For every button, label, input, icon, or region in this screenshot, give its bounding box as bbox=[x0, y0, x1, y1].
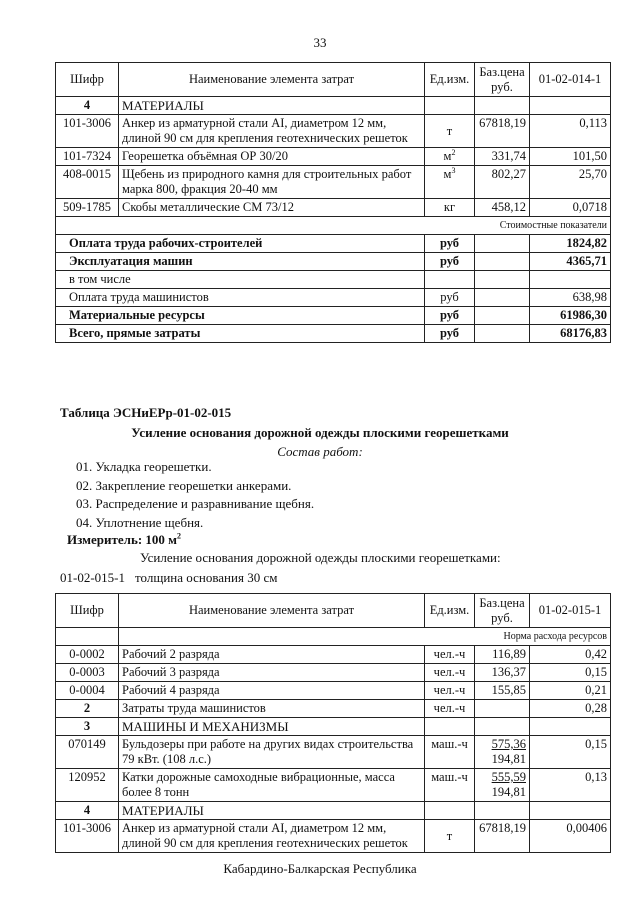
table-row bbox=[56, 664, 611, 682]
summary-value: 68176,83 bbox=[530, 325, 611, 343]
row-code: 070149 bbox=[56, 736, 119, 769]
row-name: Анкер из арматурной стали AI, диаметром 12 мм, длиной 90 см для крепления геотехнических решеток bbox=[119, 820, 425, 853]
measurement-unit bbox=[67, 532, 181, 548]
row-value: 0,28 bbox=[530, 700, 611, 718]
section-number: 3 bbox=[56, 718, 119, 736]
header-code: Шифр bbox=[56, 63, 119, 97]
section-row-materials bbox=[56, 802, 611, 820]
table-row bbox=[56, 682, 611, 700]
row-price-top: 575,36 bbox=[491, 737, 526, 751]
page-footer: Кабардино-Балкарская Республика bbox=[223, 861, 417, 876]
row-name: Анкер из арматурной стали AI, диаметром 12 мм, длиной 90 см для крепления геотехнических решеток bbox=[119, 115, 425, 148]
row-price: 136,37 bbox=[475, 664, 530, 682]
section-number: 4 bbox=[56, 97, 119, 115]
row-price: 116,89 bbox=[475, 646, 530, 664]
row-price-bottom: 194,81 bbox=[491, 785, 526, 799]
summary-name: Материальные ресурсы bbox=[56, 307, 425, 325]
norm-label-row bbox=[56, 628, 611, 646]
work-intro: Усиление основания дорожной одежды плоскими георешетками: bbox=[140, 550, 501, 565]
table-row bbox=[56, 199, 611, 217]
cost-indicators-label: Стоимостные показатели bbox=[56, 217, 611, 235]
row-code: 120952 bbox=[56, 769, 119, 802]
row-code: 0-0004 bbox=[56, 682, 119, 700]
table-row bbox=[56, 646, 611, 664]
row-name: Рабочий 2 разряда bbox=[119, 646, 425, 664]
summary-row bbox=[56, 289, 611, 307]
unit-superscript: 3 bbox=[451, 165, 456, 175]
header-code: Шифр bbox=[56, 594, 119, 628]
table-row bbox=[56, 736, 611, 769]
cost-indicators-row bbox=[56, 217, 611, 235]
row-value: 0,13 bbox=[530, 769, 611, 802]
summary-row bbox=[56, 235, 611, 253]
list-item: 02. Закрепление георешетки анкерами. bbox=[76, 477, 292, 493]
summary-row bbox=[56, 253, 611, 271]
work-code-line bbox=[60, 570, 287, 586]
header-unit: Ед.изм. bbox=[425, 594, 475, 628]
row-code: 509-1785 bbox=[56, 199, 119, 217]
summary-value: 1824,82 bbox=[530, 235, 611, 253]
row-price: 331,74 bbox=[475, 148, 530, 166]
row-name: Щебень из природного камня для строительных работ марка 800, фракция 20-40 мм bbox=[119, 166, 425, 199]
row-value: 0,42 bbox=[530, 646, 611, 664]
table-row bbox=[56, 115, 611, 148]
table-row bbox=[56, 148, 611, 166]
row-unit: м bbox=[443, 167, 452, 181]
row-value: 0,0718 bbox=[530, 199, 611, 217]
header-base-price: Баз.цена руб. bbox=[475, 594, 530, 628]
work-code: 01-02-015-1 bbox=[60, 570, 125, 585]
row-unit: т bbox=[425, 820, 475, 853]
row-unit: чел.-ч bbox=[425, 700, 475, 718]
section-name: МАШИНЫ И МЕХАНИЗМЫ bbox=[119, 718, 425, 736]
summary-unit: руб bbox=[425, 289, 475, 307]
row-code: 101-7324 bbox=[56, 148, 119, 166]
summary-row bbox=[56, 307, 611, 325]
summary-name: в том числе bbox=[56, 271, 425, 289]
row-unit: т bbox=[425, 115, 475, 148]
section-number: 2 bbox=[56, 700, 119, 718]
summary-name: Оплата труда рабочих-строителей bbox=[56, 235, 425, 253]
row-unit: чел.-ч bbox=[425, 664, 475, 682]
header-name: Наименование элемента затрат bbox=[119, 594, 425, 628]
row-unit-cell bbox=[425, 148, 475, 166]
row-price: 458,12 bbox=[475, 199, 530, 217]
meter-label: Измеритель: 100 м bbox=[67, 532, 178, 547]
row-code: 0-0002 bbox=[56, 646, 119, 664]
row-unit: маш.-ч bbox=[425, 769, 475, 802]
row-value: 101,50 bbox=[530, 148, 611, 166]
row-price-cell bbox=[475, 736, 530, 769]
row-name: Катки дорожные самоходные вибрационные, масса более 8 тонн bbox=[119, 769, 425, 802]
row-price: 155,85 bbox=[475, 682, 530, 700]
row-unit: м bbox=[443, 149, 452, 163]
row-name: Скобы металлические СМ 73/12 bbox=[119, 199, 425, 217]
row-price: 67818,19 bbox=[475, 115, 530, 148]
header-code-col: 01-02-015-1 bbox=[530, 594, 611, 628]
row-value: 0,00406 bbox=[530, 820, 611, 853]
summary-name: Эксплуатация машин bbox=[56, 253, 425, 271]
table-title: Таблица ЭСНиЕРр-01-02-015 bbox=[60, 405, 232, 420]
summary-value: 4365,71 bbox=[530, 253, 611, 271]
summary-name: Оплата труда машинистов bbox=[56, 289, 425, 307]
header-base-price: Баз.цена руб. bbox=[475, 63, 530, 97]
row-code: 101-3006 bbox=[56, 115, 119, 148]
row-name: Бульдозеры при работе на других видах строительства 79 кВт. (108 л.с.) bbox=[119, 736, 425, 769]
row-price-cell bbox=[475, 769, 530, 802]
summary-name: Всего, прямые затраты bbox=[56, 325, 425, 343]
row-name: Рабочий 3 разряда bbox=[119, 664, 425, 682]
header-code-col: 01-02-014-1 bbox=[530, 63, 611, 97]
cost-table-01-02-014 bbox=[55, 62, 611, 343]
unit-superscript: 2 bbox=[451, 147, 456, 157]
table-row bbox=[56, 166, 611, 199]
work-code-text: толщина основания 30 см bbox=[135, 570, 278, 585]
section-number: 4 bbox=[56, 802, 119, 820]
table-header-row bbox=[56, 63, 611, 97]
summary-row bbox=[56, 325, 611, 343]
row-price: 802,27 bbox=[475, 166, 530, 199]
section-name: МАТЕРИАЛЫ bbox=[119, 802, 425, 820]
list-item: 04. Уплотнение щебня. bbox=[76, 514, 204, 530]
row-value: 0,21 bbox=[530, 682, 611, 700]
row-code: 408-0015 bbox=[56, 166, 119, 199]
row-code: 0-0003 bbox=[56, 664, 119, 682]
row-price: 67818,19 bbox=[475, 820, 530, 853]
summary-value: 638,98 bbox=[530, 289, 611, 307]
summary-unit: руб bbox=[425, 325, 475, 343]
table-row bbox=[56, 820, 611, 853]
operators-row bbox=[56, 700, 611, 718]
meter-superscript: 2 bbox=[177, 531, 182, 541]
header-unit: Ед.изм. bbox=[425, 63, 475, 97]
section-row-machines bbox=[56, 718, 611, 736]
row-unit: чел.-ч bbox=[425, 682, 475, 700]
table-header-row bbox=[56, 594, 611, 628]
summary-unit: руб bbox=[425, 253, 475, 271]
section-name: МАТЕРИАЛЫ bbox=[119, 97, 425, 115]
row-price-bottom: 194,81 bbox=[491, 752, 526, 766]
summary-value: 61986,30 bbox=[530, 307, 611, 325]
list-item: 01. Укладка георешетки. bbox=[76, 459, 212, 474]
row-value: 25,70 bbox=[530, 166, 611, 199]
table-subtitle: Усиление основания дорожной одежды плоскими георешетками bbox=[131, 425, 509, 440]
row-unit: чел.-ч bbox=[425, 646, 475, 664]
summary-unit: руб bbox=[425, 307, 475, 325]
page-number: 33 bbox=[313, 35, 327, 50]
list-item: 03. Распределение и разравнивание щебня. bbox=[76, 496, 315, 511]
row-unit-cell bbox=[425, 166, 475, 199]
row-name: Рабочий 4 разряда bbox=[119, 682, 425, 700]
row-unit: кг bbox=[425, 199, 475, 217]
table-row bbox=[56, 769, 611, 802]
summary-unit: руб bbox=[425, 235, 475, 253]
cost-table-01-02-015 bbox=[55, 593, 611, 853]
row-name: Георешетка объёмная ОР 30/20 bbox=[119, 148, 425, 166]
row-code: 101-3006 bbox=[56, 820, 119, 853]
norm-label: Норма расхода ресурсов bbox=[119, 628, 611, 646]
row-value: 0,113 bbox=[530, 115, 611, 148]
row-name: Затраты труда машинистов bbox=[119, 700, 425, 718]
section-row-materials bbox=[56, 97, 611, 115]
header-name: Наименование элемента затрат bbox=[119, 63, 425, 97]
row-price-top: 555,59 bbox=[491, 770, 526, 784]
work-composition-heading: Состав работ: bbox=[277, 444, 363, 459]
row-value: 0,15 bbox=[530, 736, 611, 769]
row-unit: маш.-ч bbox=[425, 736, 475, 769]
summary-row bbox=[56, 271, 611, 289]
work-steps-list bbox=[76, 458, 314, 532]
row-value: 0,15 bbox=[530, 664, 611, 682]
